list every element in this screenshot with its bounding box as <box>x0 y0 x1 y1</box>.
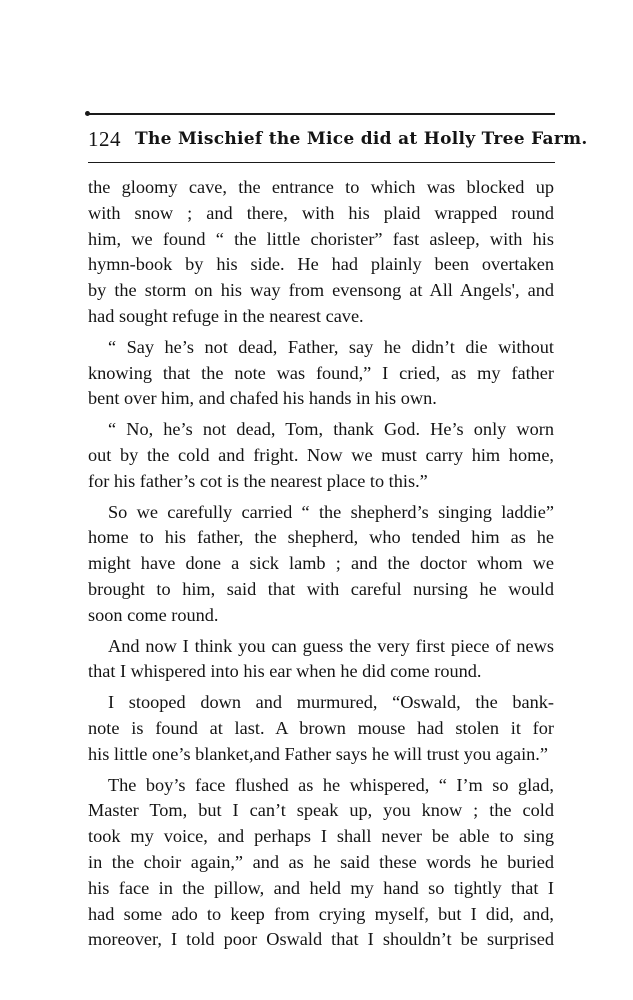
text-line: The boy’s face flushed as he whispered, “ I’m so glad, <box>108 774 554 795</box>
text-line: note is found at last. A brown mouse had stolen it for <box>88 717 554 738</box>
text-line: “ Say he’s not dead, Father, say he didn’t die without <box>108 336 554 357</box>
paragraph <box>88 335 554 412</box>
text-line: I stooped down and murmured, “Oswald, the bank- <box>108 692 554 713</box>
text-line: in the choir again,” and as he said these words he buried <box>88 851 554 872</box>
top-rule <box>88 113 555 115</box>
text-line: his little one’s blanket,and Father says he will trust you again.” <box>88 743 548 764</box>
text-line: out by the cold and fright. Now we must carry him home, <box>88 444 554 465</box>
text-line: home to his father, the shepherd, who tended him as he <box>88 527 554 548</box>
running-head <box>88 124 588 154</box>
text-line: brought to him, said that with careful nursing he would <box>88 578 554 599</box>
paragraph <box>88 773 554 954</box>
text-line: for his father’s cot is the nearest place to this.” <box>88 470 428 491</box>
text-line: “ No, he’s not dead, Tom, thank God. He’s only worn <box>108 419 554 440</box>
text-line: took my voice, and perhaps I shall never be able to sing <box>88 826 554 847</box>
text-line: bent over him, and chafed his hands in his own. <box>88 388 437 409</box>
text-line: soon come round. <box>88 604 219 625</box>
text-line: the gloomy cave, the entrance to which was blocked up <box>88 177 554 197</box>
paragraph <box>88 634 554 686</box>
text-line: Master Tom, but I can’t speak up, you know ; the cold <box>88 800 554 821</box>
text-line: by the storm on his way from evensong at All Angels', and <box>88 280 554 301</box>
text-line: with snow ; and there, with his plaid wrapped round <box>88 202 554 223</box>
header-rule <box>88 162 555 163</box>
paragraph <box>88 417 554 494</box>
text-line: that I whispered into his ear when he did come round. <box>88 661 482 682</box>
text-line: knowing that the note was found,” I cried, as my father <box>88 362 554 383</box>
text-line: might have done a sick lamb ; and the doctor whom we <box>88 553 554 574</box>
page-number: 124 <box>88 126 121 151</box>
text-line: And now I think you can guess the very first piece of news <box>108 635 554 656</box>
text-line: hymn-book by his side. He had plainly been overtaken <box>88 254 554 275</box>
text-line: moreover, I told poor Oswald that I shouldn’t be surprised <box>88 929 554 950</box>
body-text <box>88 175 554 953</box>
running-title: The Mischief the Mice did at Holly Tree Farm. <box>135 129 588 149</box>
text-line: had sought refuge in the nearest cave. <box>88 305 364 326</box>
text-line: had some ado to keep from crying myself, but I did, and, <box>88 903 554 924</box>
paragraph <box>88 690 554 767</box>
paragraph <box>88 500 554 629</box>
text-line: So we carefully carried “ the shepherd’s singing laddie” <box>108 501 554 522</box>
paragraph <box>88 175 554 330</box>
text-line: his face in the pillow, and held my hand so tightly that I <box>88 877 554 898</box>
text-line: him, we found “ the little chorister” fast asleep, with his <box>88 228 554 249</box>
